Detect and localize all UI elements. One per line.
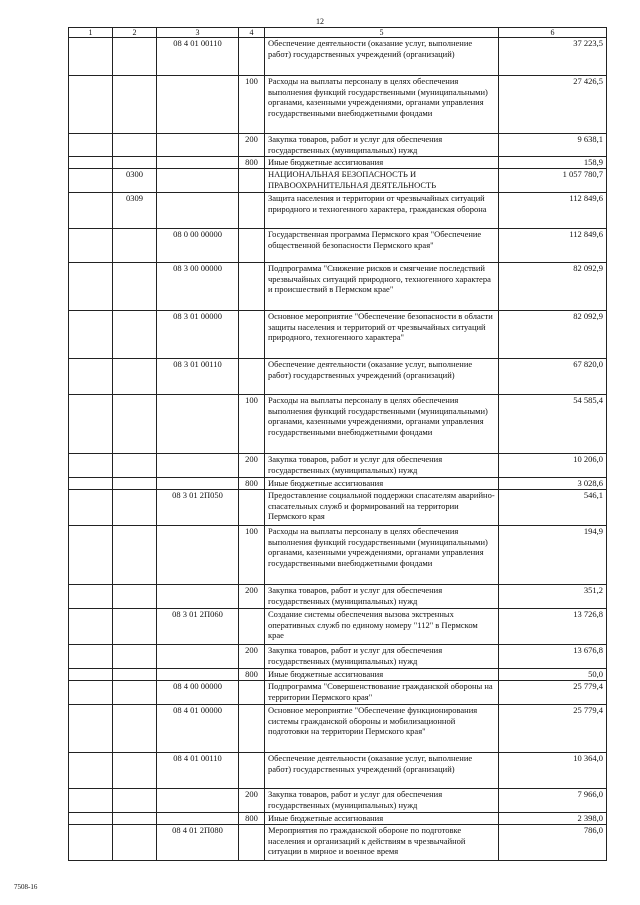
table-row xyxy=(69,193,607,229)
header-row xyxy=(69,28,607,38)
subsection-code-cell xyxy=(113,645,157,669)
subsection-code-cell: 0300 xyxy=(113,169,157,193)
col-header-3: 3 xyxy=(157,28,239,38)
expense-type-cell: 800 xyxy=(239,478,265,490)
subsection-code-cell xyxy=(113,263,157,311)
subsection-code-cell xyxy=(113,669,157,681)
amount-cell: 37 223,5 xyxy=(499,38,607,76)
expense-type-cell: 200 xyxy=(239,454,265,478)
expense-type-cell xyxy=(239,681,265,705)
description-cell: Расходы на выплаты персоналу в целях обеспечения выполнения функций государственными (муниципальными) органами, казенными учреждениями, органами управления государственными внебюджетными фондами xyxy=(265,76,499,134)
amount-cell: 112 849,6 xyxy=(499,193,607,229)
expense-type-cell: 100 xyxy=(239,395,265,454)
section-code-cell xyxy=(69,169,113,193)
description-cell: Основное мероприятие "Обеспечение функционирования системы гражданской обороны и мобилизационной подготовки на территории Пермского края" xyxy=(265,705,499,753)
description-cell: Мероприятия по гражданской обороне по подготовке населения и организаций к действиям в чрезвычайной ситуации в мирное и военное время xyxy=(265,825,499,861)
target-article-cell: 08 0 00 00000 xyxy=(157,229,239,263)
description-cell: Обеспечение деятельности (оказание услуг, выполнение работ) государственных учреждений (организаций) xyxy=(265,38,499,76)
table-row xyxy=(69,263,607,311)
section-code-cell xyxy=(69,789,113,813)
expense-type-cell xyxy=(239,38,265,76)
table-row xyxy=(69,585,607,609)
description-cell: Создание системы обеспечения вызова экстренных оперативных служб по единому номеру "112" в Пермском крае xyxy=(265,609,499,645)
target-article-cell: 08 3 01 2П050 xyxy=(157,490,239,526)
expense-type-cell xyxy=(239,359,265,395)
amount-cell: 1 057 780,7 xyxy=(499,169,607,193)
description-cell: Закупка товаров, работ и услуг для обеспечения государственных (муниципальных) нужд xyxy=(265,134,499,157)
subsection-code-cell xyxy=(113,585,157,609)
target-article-cell xyxy=(157,478,239,490)
amount-cell: 82 092,9 xyxy=(499,263,607,311)
target-article-cell xyxy=(157,585,239,609)
subsection-code-cell xyxy=(113,789,157,813)
target-article-cell xyxy=(157,789,239,813)
section-code-cell xyxy=(69,825,113,861)
subsection-code-cell xyxy=(113,609,157,645)
table-row xyxy=(69,681,607,705)
subsection-code-cell xyxy=(113,134,157,157)
table-row xyxy=(69,705,607,753)
target-article-cell xyxy=(157,454,239,478)
target-article-cell xyxy=(157,134,239,157)
section-code-cell xyxy=(69,705,113,753)
subsection-code-cell xyxy=(113,705,157,753)
section-code-cell xyxy=(69,76,113,134)
expense-type-cell xyxy=(239,825,265,861)
amount-cell: 7 966,0 xyxy=(499,789,607,813)
target-article-cell xyxy=(157,526,239,585)
subsection-code-cell xyxy=(113,76,157,134)
amount-cell: 9 638,1 xyxy=(499,134,607,157)
col-header-2: 2 xyxy=(113,28,157,38)
section-code-cell xyxy=(69,157,113,169)
col-header-1: 1 xyxy=(69,28,113,38)
table-row xyxy=(69,169,607,193)
expense-type-cell: 800 xyxy=(239,157,265,169)
description-cell: Закупка товаров, работ и услуг для обеспечения государственных (муниципальных) нужд xyxy=(265,585,499,609)
subsection-code-cell xyxy=(113,813,157,825)
amount-cell: 13 676,8 xyxy=(499,645,607,669)
expense-type-cell: 200 xyxy=(239,134,265,157)
target-article-cell xyxy=(157,169,239,193)
table-row xyxy=(69,157,607,169)
expense-type-cell xyxy=(239,229,265,263)
expense-type-cell xyxy=(239,705,265,753)
subsection-code-cell xyxy=(113,229,157,263)
section-code-cell xyxy=(69,134,113,157)
target-article-cell: 08 3 01 00000 xyxy=(157,311,239,359)
subsection-code-cell: 0309 xyxy=(113,193,157,229)
description-cell: Закупка товаров, работ и услуг для обеспечения государственных (муниципальных) нужд xyxy=(265,645,499,669)
subsection-code-cell xyxy=(113,490,157,526)
description-cell: Расходы на выплаты персоналу в целях обеспечения выполнения функций государственными (муниципальными) органами, казенными учреждениями, органами управления государственными внебюджетными фондами xyxy=(265,395,499,454)
col-header-4: 4 xyxy=(239,28,265,38)
description-cell: Государственная программа Пермского края "Обеспечение общественной безопасности Пермского края" xyxy=(265,229,499,263)
subsection-code-cell xyxy=(113,753,157,789)
expense-type-cell: 200 xyxy=(239,645,265,669)
description-cell: Предоставление социальной поддержки спасателям аварийно-спасательных служб и формирований на территории Пермского края xyxy=(265,490,499,526)
target-article-cell xyxy=(157,645,239,669)
table-row xyxy=(69,38,607,76)
section-code-cell xyxy=(69,645,113,669)
expense-type-cell xyxy=(239,609,265,645)
amount-cell: 13 726,8 xyxy=(499,609,607,645)
expense-type-cell: 100 xyxy=(239,526,265,585)
expense-type-cell xyxy=(239,169,265,193)
table-row xyxy=(69,813,607,825)
section-code-cell xyxy=(69,193,113,229)
col-header-6: 6 xyxy=(499,28,607,38)
amount-cell: 54 585,4 xyxy=(499,395,607,454)
description-cell: Иные бюджетные ассигнования xyxy=(265,478,499,490)
section-code-cell xyxy=(69,38,113,76)
description-cell: Иные бюджетные ассигнования xyxy=(265,669,499,681)
amount-cell: 112 849,6 xyxy=(499,229,607,263)
table-row xyxy=(69,825,607,861)
target-article-cell: 08 3 00 00000 xyxy=(157,263,239,311)
page-number: 12 xyxy=(316,17,324,26)
table-row xyxy=(69,753,607,789)
subsection-code-cell xyxy=(113,311,157,359)
table-row xyxy=(69,454,607,478)
amount-cell: 25 779,4 xyxy=(499,705,607,753)
table-row xyxy=(69,490,607,526)
target-article-cell: 08 4 01 00110 xyxy=(157,753,239,789)
table-row xyxy=(69,359,607,395)
amount-cell: 50,0 xyxy=(499,669,607,681)
amount-cell: 194,9 xyxy=(499,526,607,585)
table-row xyxy=(69,669,607,681)
description-cell: Основное мероприятие "Обеспечение безопасности в области защиты населения и территорий от чрезвычайных ситуаций природного, техногенного характера" xyxy=(265,311,499,359)
target-article-cell: 08 4 01 00000 xyxy=(157,705,239,753)
target-article-cell xyxy=(157,157,239,169)
description-cell: Обеспечение деятельности (оказание услуг, выполнение работ) государственных учреждений (организаций) xyxy=(265,359,499,395)
amount-cell: 786,0 xyxy=(499,825,607,861)
section-code-cell xyxy=(69,609,113,645)
expense-type-cell: 800 xyxy=(239,669,265,681)
col-header-5: 5 xyxy=(265,28,499,38)
amount-cell: 351,2 xyxy=(499,585,607,609)
target-article-cell: 08 4 01 00110 xyxy=(157,38,239,76)
target-article-cell xyxy=(157,76,239,134)
description-cell: Расходы на выплаты персоналу в целях обеспечения выполнения функций государственными (муниципальными) органами, казенными учреждениями, органами управления государственными внебюджетными фондами xyxy=(265,526,499,585)
section-code-cell xyxy=(69,669,113,681)
amount-cell: 27 426,5 xyxy=(499,76,607,134)
description-cell: Закупка товаров, работ и услуг для обеспечения государственных (муниципальных) нужд xyxy=(265,789,499,813)
expense-type-cell: 200 xyxy=(239,789,265,813)
section-code-cell xyxy=(69,753,113,789)
description-cell: Иные бюджетные ассигнования xyxy=(265,813,499,825)
table-row xyxy=(69,478,607,490)
expense-type-cell xyxy=(239,193,265,229)
description-cell: Иные бюджетные ассигнования xyxy=(265,157,499,169)
amount-cell: 546,1 xyxy=(499,490,607,526)
section-code-cell xyxy=(69,229,113,263)
expense-type-cell xyxy=(239,490,265,526)
description-cell: Подпрограмма "Снижение рисков и смягчение последствий чрезвычайных ситуаций природного, техногенного характера и происшествий в Пермском крае" xyxy=(265,263,499,311)
subsection-code-cell xyxy=(113,526,157,585)
table-row xyxy=(69,789,607,813)
table-row xyxy=(69,311,607,359)
description-cell: НАЦИОНАЛЬНАЯ БЕЗОПАСНОСТЬ И ПРАВООХРАНИТЕЛЬНАЯ ДЕЯТЕЛЬНОСТЬ xyxy=(265,169,499,193)
target-article-cell xyxy=(157,193,239,229)
subsection-code-cell xyxy=(113,454,157,478)
table-row xyxy=(69,609,607,645)
expense-type-cell xyxy=(239,311,265,359)
section-code-cell xyxy=(69,395,113,454)
amount-cell: 158,9 xyxy=(499,157,607,169)
description-cell: Обеспечение деятельности (оказание услуг, выполнение работ) государственных учреждений (организаций) xyxy=(265,753,499,789)
expense-type-cell xyxy=(239,753,265,789)
table-row xyxy=(69,645,607,669)
table-row xyxy=(69,395,607,454)
amount-cell: 10 206,0 xyxy=(499,454,607,478)
table-row xyxy=(69,526,607,585)
target-article-cell xyxy=(157,669,239,681)
section-code-cell xyxy=(69,585,113,609)
table-row xyxy=(69,134,607,157)
subsection-code-cell xyxy=(113,395,157,454)
amount-cell: 10 364,0 xyxy=(499,753,607,789)
subsection-code-cell xyxy=(113,38,157,76)
target-article-cell: 08 4 00 00000 xyxy=(157,681,239,705)
description-cell: Подпрограмма "Совершенствование гражданской обороны на территории Пермского края" xyxy=(265,681,499,705)
amount-cell: 2 398,0 xyxy=(499,813,607,825)
table-row xyxy=(69,229,607,263)
subsection-code-cell xyxy=(113,157,157,169)
section-code-cell xyxy=(69,681,113,705)
target-article-cell xyxy=(157,813,239,825)
section-code-cell xyxy=(69,359,113,395)
expense-type-cell xyxy=(239,263,265,311)
target-article-cell xyxy=(157,395,239,454)
section-code-cell xyxy=(69,454,113,478)
section-code-cell xyxy=(69,526,113,585)
target-article-cell: 08 3 01 00110 xyxy=(157,359,239,395)
amount-cell: 25 779,4 xyxy=(499,681,607,705)
subsection-code-cell xyxy=(113,359,157,395)
table-row xyxy=(69,76,607,134)
target-article-cell: 08 3 01 2П060 xyxy=(157,609,239,645)
amount-cell: 82 092,9 xyxy=(499,311,607,359)
amount-cell: 3 028,6 xyxy=(499,478,607,490)
budget-table xyxy=(68,27,607,861)
subsection-code-cell xyxy=(113,681,157,705)
subsection-code-cell xyxy=(113,478,157,490)
footer-code: 7508-16 xyxy=(14,883,38,891)
section-code-cell xyxy=(69,311,113,359)
section-code-cell xyxy=(69,478,113,490)
amount-cell: 67 820,0 xyxy=(499,359,607,395)
description-cell: Защита населения и территории от чрезвычайных ситуаций природного и техногенного характера, гражданская оборона xyxy=(265,193,499,229)
subsection-code-cell xyxy=(113,825,157,861)
expense-type-cell: 200 xyxy=(239,585,265,609)
description-cell: Закупка товаров, работ и услуг для обеспечения государственных (муниципальных) нужд xyxy=(265,454,499,478)
target-article-cell: 08 4 01 2П080 xyxy=(157,825,239,861)
section-code-cell xyxy=(69,813,113,825)
section-code-cell xyxy=(69,263,113,311)
section-code-cell xyxy=(69,490,113,526)
expense-type-cell: 800 xyxy=(239,813,265,825)
expense-type-cell: 100 xyxy=(239,76,265,134)
